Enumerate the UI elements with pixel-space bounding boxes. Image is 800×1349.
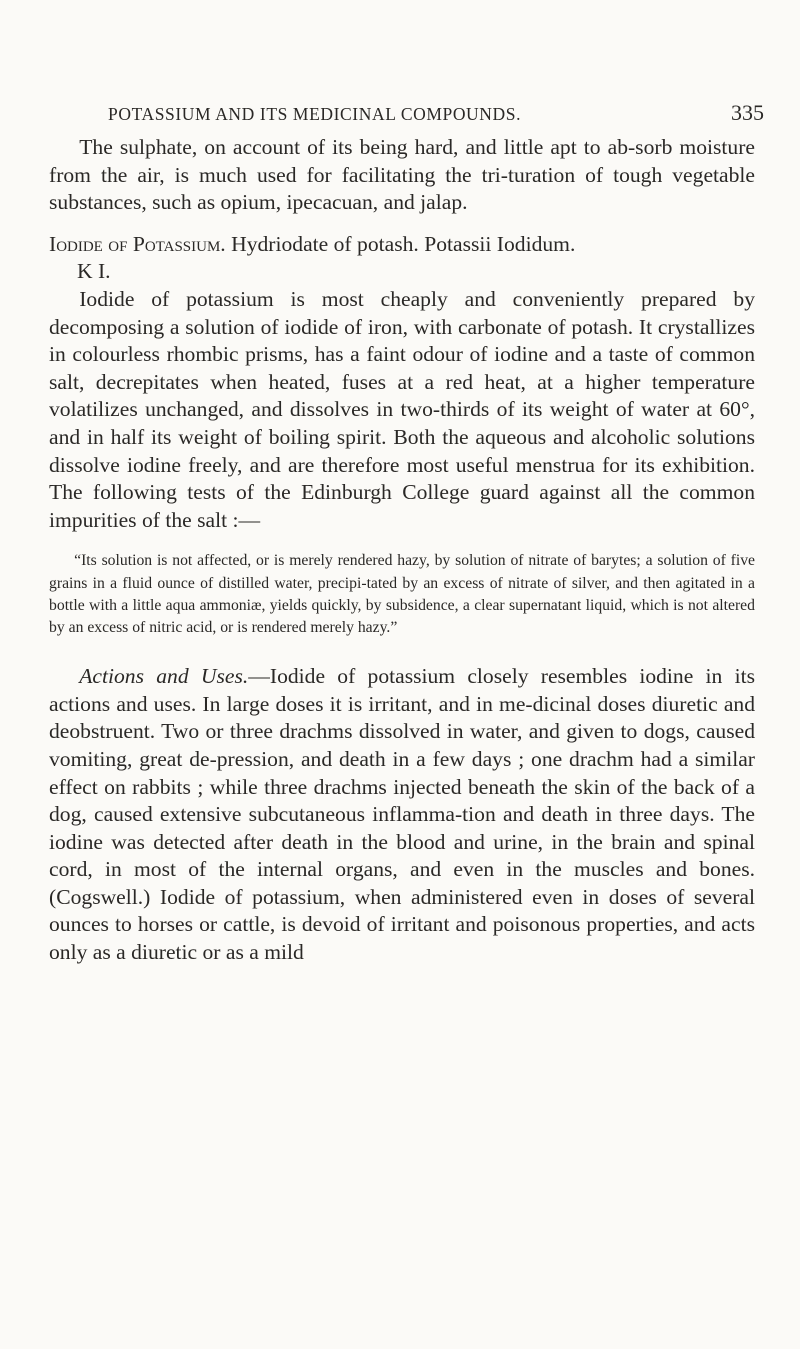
running-title: POTASSIUM AND ITS MEDICINAL COMPOUNDS. — [108, 104, 522, 124]
running-header — [108, 100, 768, 130]
page-number: 335 — [731, 100, 764, 125]
edinburgh-college-tests-quote: “Its solution is not affected, or is merely rendered hazy, by solution of nitrate of barytes; a solution of five grains in a fluid ounce of distilled water, precipi-tated by an excess of nitrate of silver, and then agitated in a bottle with a little aqua ammoniæ, yields quickly, by subsidence, a clear supernatant liquid, which is not altered by an excess of nitric acid, or is rendered merely hazy.” — [49, 552, 755, 636]
iodide-description-paragraph: Iodide of potassium is most cheaply and conveniently prepared by decomposing a solution of iodide of iron, with carbonate of potash. It crystallizes in colourless rhombic prisms, has a faint odour of iodine and a taste of common salt, decrepitates when heated, fuses at a red heat, at a higher temperature volatilizes unchanged, and dissolves in two-thirds of its weight of water at 60°, and in half its weight of boiling spirit. Both the aqueous and alcoholic solutions dissolve iodine freely, and are therefore most useful menstrua for its exhibition. The following tests of the Edinburgh College guard against all the common impurities of the salt :— — [49, 286, 755, 532]
iodide-of-potassium-entry — [49, 231, 755, 286]
actions-body: —Iodide of potassium closely resembles iodine in its actions and uses. In large doses it is irritant, and in me-dicinal doses diuretic and deobstruent. Two or three drachms dissolved in water, and given to dogs, caused vomiting, great de-pression, and death in a few days ; one drachm had a similar effect on rabbits ; while three drachms injected beneath the skin of the back of a dog, caused extensive subcutaneous inflamma-tion and death in three days. The iodine was detected after death in the blood and urine, in the brain and spinal cord, in most of the internal organs, and even in the muscles and bones. (Cogswell.) Iodide of potassium, when administered even in doses of several ounces to horses or cattle, is devoid of irritant and poisonous properties, and acts only as a diuretic or as a mild — [49, 664, 756, 965]
iodide-heading: Iodide of Potassium. — [49, 231, 226, 256]
page-body — [49, 134, 755, 967]
actions-and-uses-paragraph — [49, 663, 755, 967]
iodide-synonyms: Hydriodate of potash. Potassii Iodidum. — [225, 231, 576, 256]
actions-heading: Actions and Uses. — [79, 664, 249, 689]
sulphate-paragraph: The sulphate, on account of its being hard, and little apt to ab-sorb moisture from the air, is much used for facilitating the tri-turation of tough vegetable substances, such as opium, ipecacuan, and jalap. — [49, 135, 755, 215]
iodide-formula: K I. — [77, 259, 111, 284]
